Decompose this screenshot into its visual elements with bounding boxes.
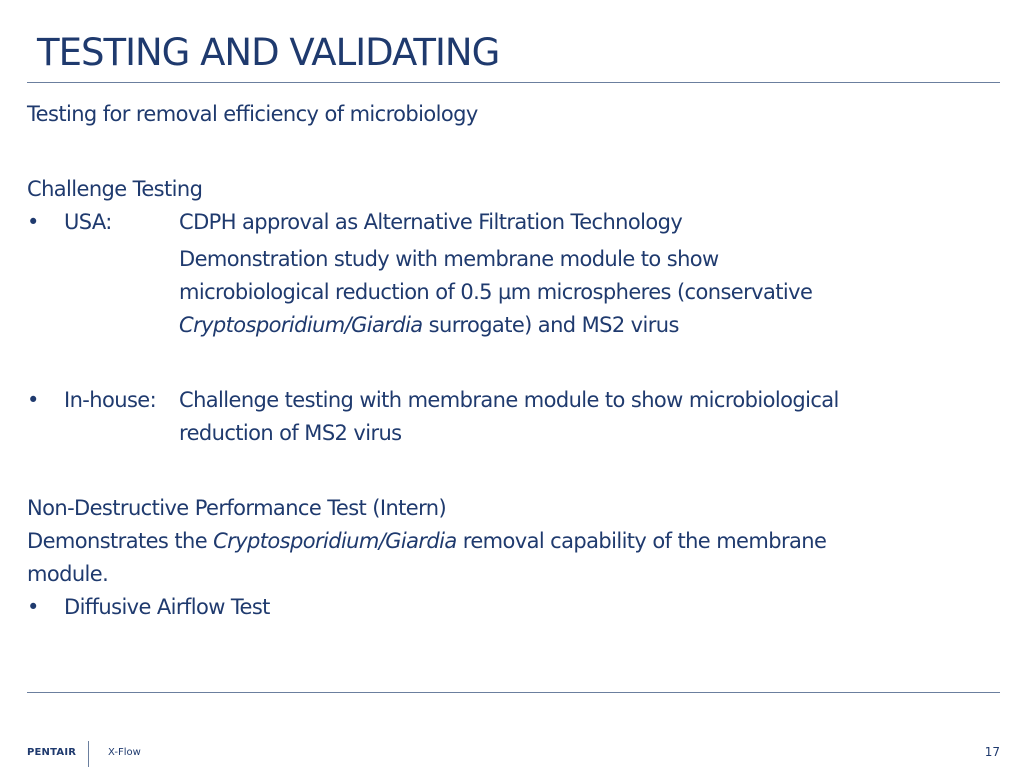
usa-line-1: CDPH approval as Alternative Filtration Technology [179,210,683,234]
title-divider [27,82,1000,83]
airflow-bullet-item [27,591,987,624]
inhouse-line-1: Challenge testing with membrane module to show microbiological [179,388,839,412]
page-number: 17 [984,745,1000,759]
airflow-text: Diffusive Airflow Test [64,595,270,619]
usa-label: USA: [64,210,112,234]
footer-product-name: X-Flow [108,747,141,758]
bullet-icon: • [27,210,39,234]
usa-line-3: microbiological reduction of 0.5 µm microspheres (conservative [179,280,813,304]
slide-body [27,98,987,624]
bullet-icon: • [27,595,39,619]
bullet-icon: • [27,388,39,412]
usa-line-2: Demonstration study with membrane module to show [179,247,719,271]
usa-italic-organism: Cryptosporidium/Giardia [179,313,423,337]
challenge-testing-heading: Challenge Testing [27,177,203,201]
footer-divider-line [27,692,1000,693]
demonstrates-line-2: module. [27,562,109,586]
usa-line-4-rest: surrogate) and MS2 virus [422,313,679,337]
ndpt-heading: Non-Destructive Performance Test (Intern) [27,496,447,520]
inhouse-bullet-item [27,384,987,417]
slide-title: TESTING AND VALIDATING [37,31,500,74]
demonstrates-prefix: Demonstrates the [27,529,214,553]
demonstrates-line-1 [27,525,987,558]
demonstrates-suffix: removal capability of the membrane [456,529,827,553]
inhouse-line-2: reduction of MS2 virus [179,421,402,445]
inhouse-label: In-house: [64,388,157,412]
intro-text: Testing for removal efficiency of microbiology [27,102,478,126]
usa-line-4 [27,309,987,342]
pentair-logo: PENTAIR [27,747,77,758]
usa-bullet-item [27,206,987,239]
footer-vertical-divider [88,741,89,767]
demonstrates-italic-organism: Cryptosporidium/Giardia [213,529,457,553]
